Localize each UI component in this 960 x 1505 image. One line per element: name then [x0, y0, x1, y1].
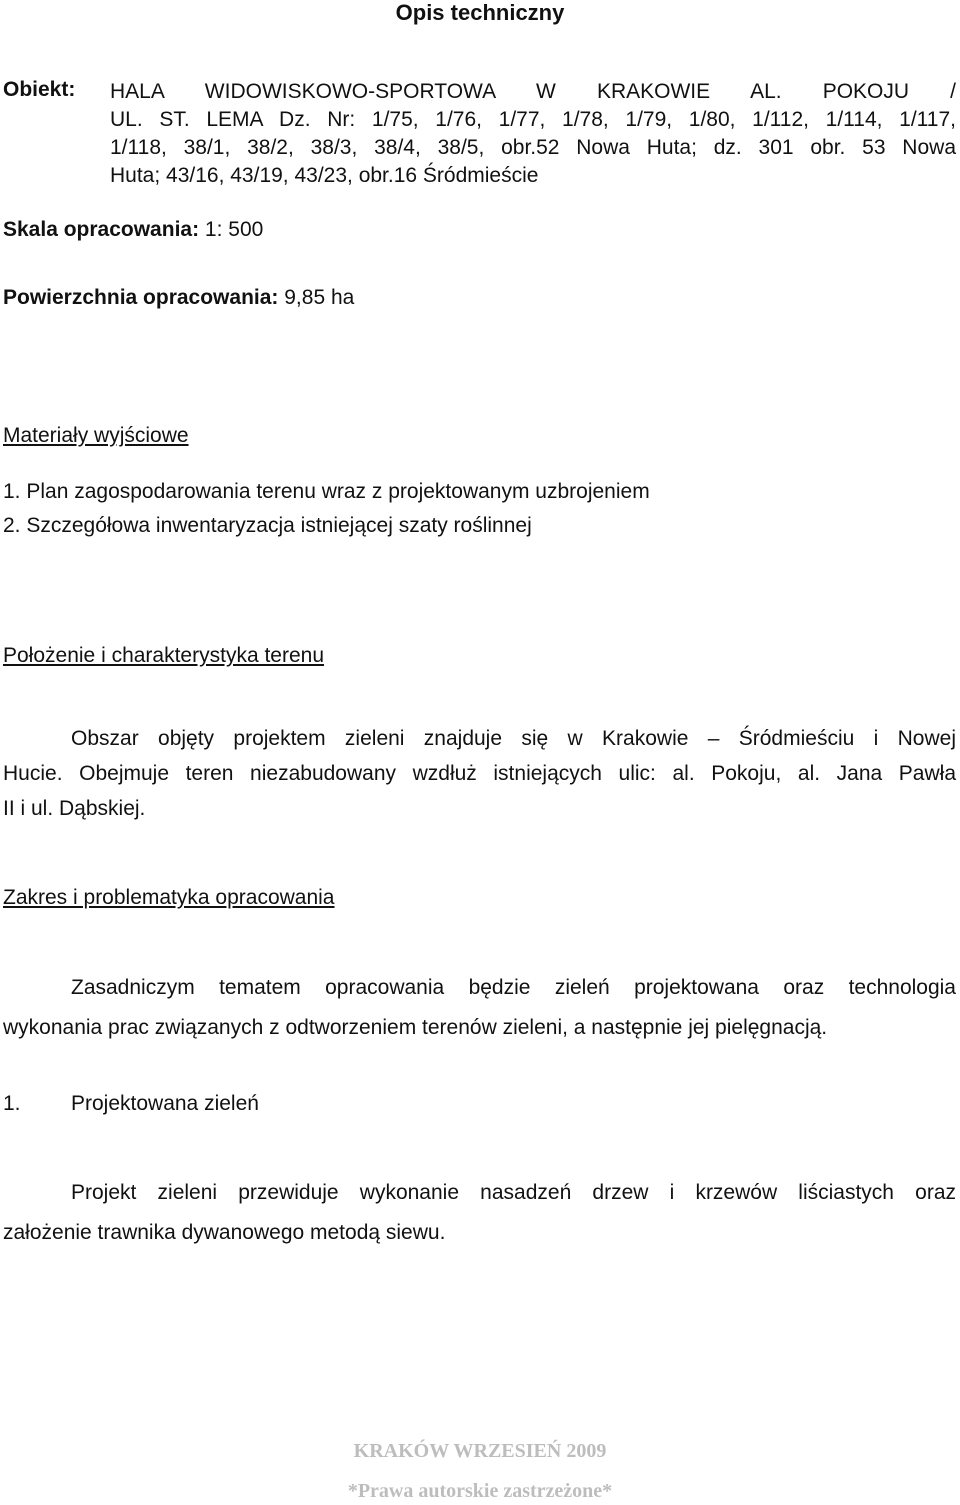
zakres-heading: Zakres i problematyka opracowania	[3, 886, 335, 909]
paragraph-line: wykonania prac związanych z odtworzeniem terenów zieleni, a następnie jej pielęgnacją.	[3, 1016, 828, 1039]
zakres-paragraph	[3, 968, 956, 1048]
list-item: 1. Plan zagospodarowania terenu wraz z projektowanym uzbrojeniem	[3, 480, 650, 503]
paragraph-line: II i ul. Dąbskiej.	[3, 797, 146, 820]
obiekt-line: HALA WIDOWISKOWO-SPORTOWA W KRAKOWIE AL. POKOJU /	[110, 80, 956, 103]
materialy-list	[3, 480, 650, 548]
section-heading	[3, 1092, 259, 1116]
document-title: Opis techniczny	[395, 0, 565, 25]
section-number: 1.	[3, 1092, 21, 1115]
paragraph-line: Projekt zieleni przewiduje wykonanie nasadzeń drzew i krzewów liściastych oraz	[71, 1181, 956, 1204]
obiekt-label: Obiekt:	[3, 78, 76, 101]
footer-copyright: *Prawa autorskie zastrzeżone*	[347, 1480, 613, 1502]
skala-value: 1: 500	[204, 218, 264, 241]
projekt-paragraph	[3, 1173, 956, 1253]
paragraph-line: Hucie. Obejmuje teren niezabudowany wzdłuż istniejących ulic: al. Pokoju, al. Jana Pawła	[3, 762, 956, 785]
powierzchnia-row	[3, 286, 354, 310]
materialy-heading: Materiały wyjściowe	[3, 424, 189, 447]
list-item: 2. Szczegółowa inwentaryzacja istniejącej szaty roślinnej	[3, 514, 532, 537]
powierzchnia-value: 9,85 ha	[284, 286, 355, 309]
skala-label: Skala opracowania:	[3, 218, 200, 241]
footer-place-date: KRAKÓW WRZESIEŃ 2009	[353, 1440, 607, 1462]
paragraph-line: Obszar objęty projektem zieleni znajduje się w Krakowie – Śródmieściu i Nowej	[71, 727, 956, 750]
skala-row	[3, 218, 263, 242]
obiekt-description	[110, 78, 956, 190]
obiekt-line: 1/118, 38/1, 38/2, 38/3, 38/4, 38/5, obr.52 Nowa Huta; dz. 301 obr. 53 Nowa	[110, 136, 956, 159]
polozenie-heading: Położenie i charakterystyka terenu	[3, 644, 324, 667]
polozenie-paragraph	[3, 721, 956, 826]
paragraph-line: Zasadniczym tematem opracowania będzie zieleń projektowana oraz technologia	[71, 976, 956, 999]
section-title: Projektowana zieleń	[71, 1092, 259, 1115]
paragraph-line: założenie trawnika dywanowego metodą siewu.	[3, 1221, 446, 1244]
powierzchnia-label: Powierzchnia opracowania:	[3, 286, 279, 309]
obiekt-line: Huta; 43/16, 43/19, 43/23, obr.16 Śródmieście	[110, 164, 539, 187]
obiekt-line: UL. ST. LEMA Dz. Nr: 1/75, 1/76, 1/77, 1/78, 1/79, 1/80, 1/112, 1/114, 1/117,	[110, 108, 956, 131]
